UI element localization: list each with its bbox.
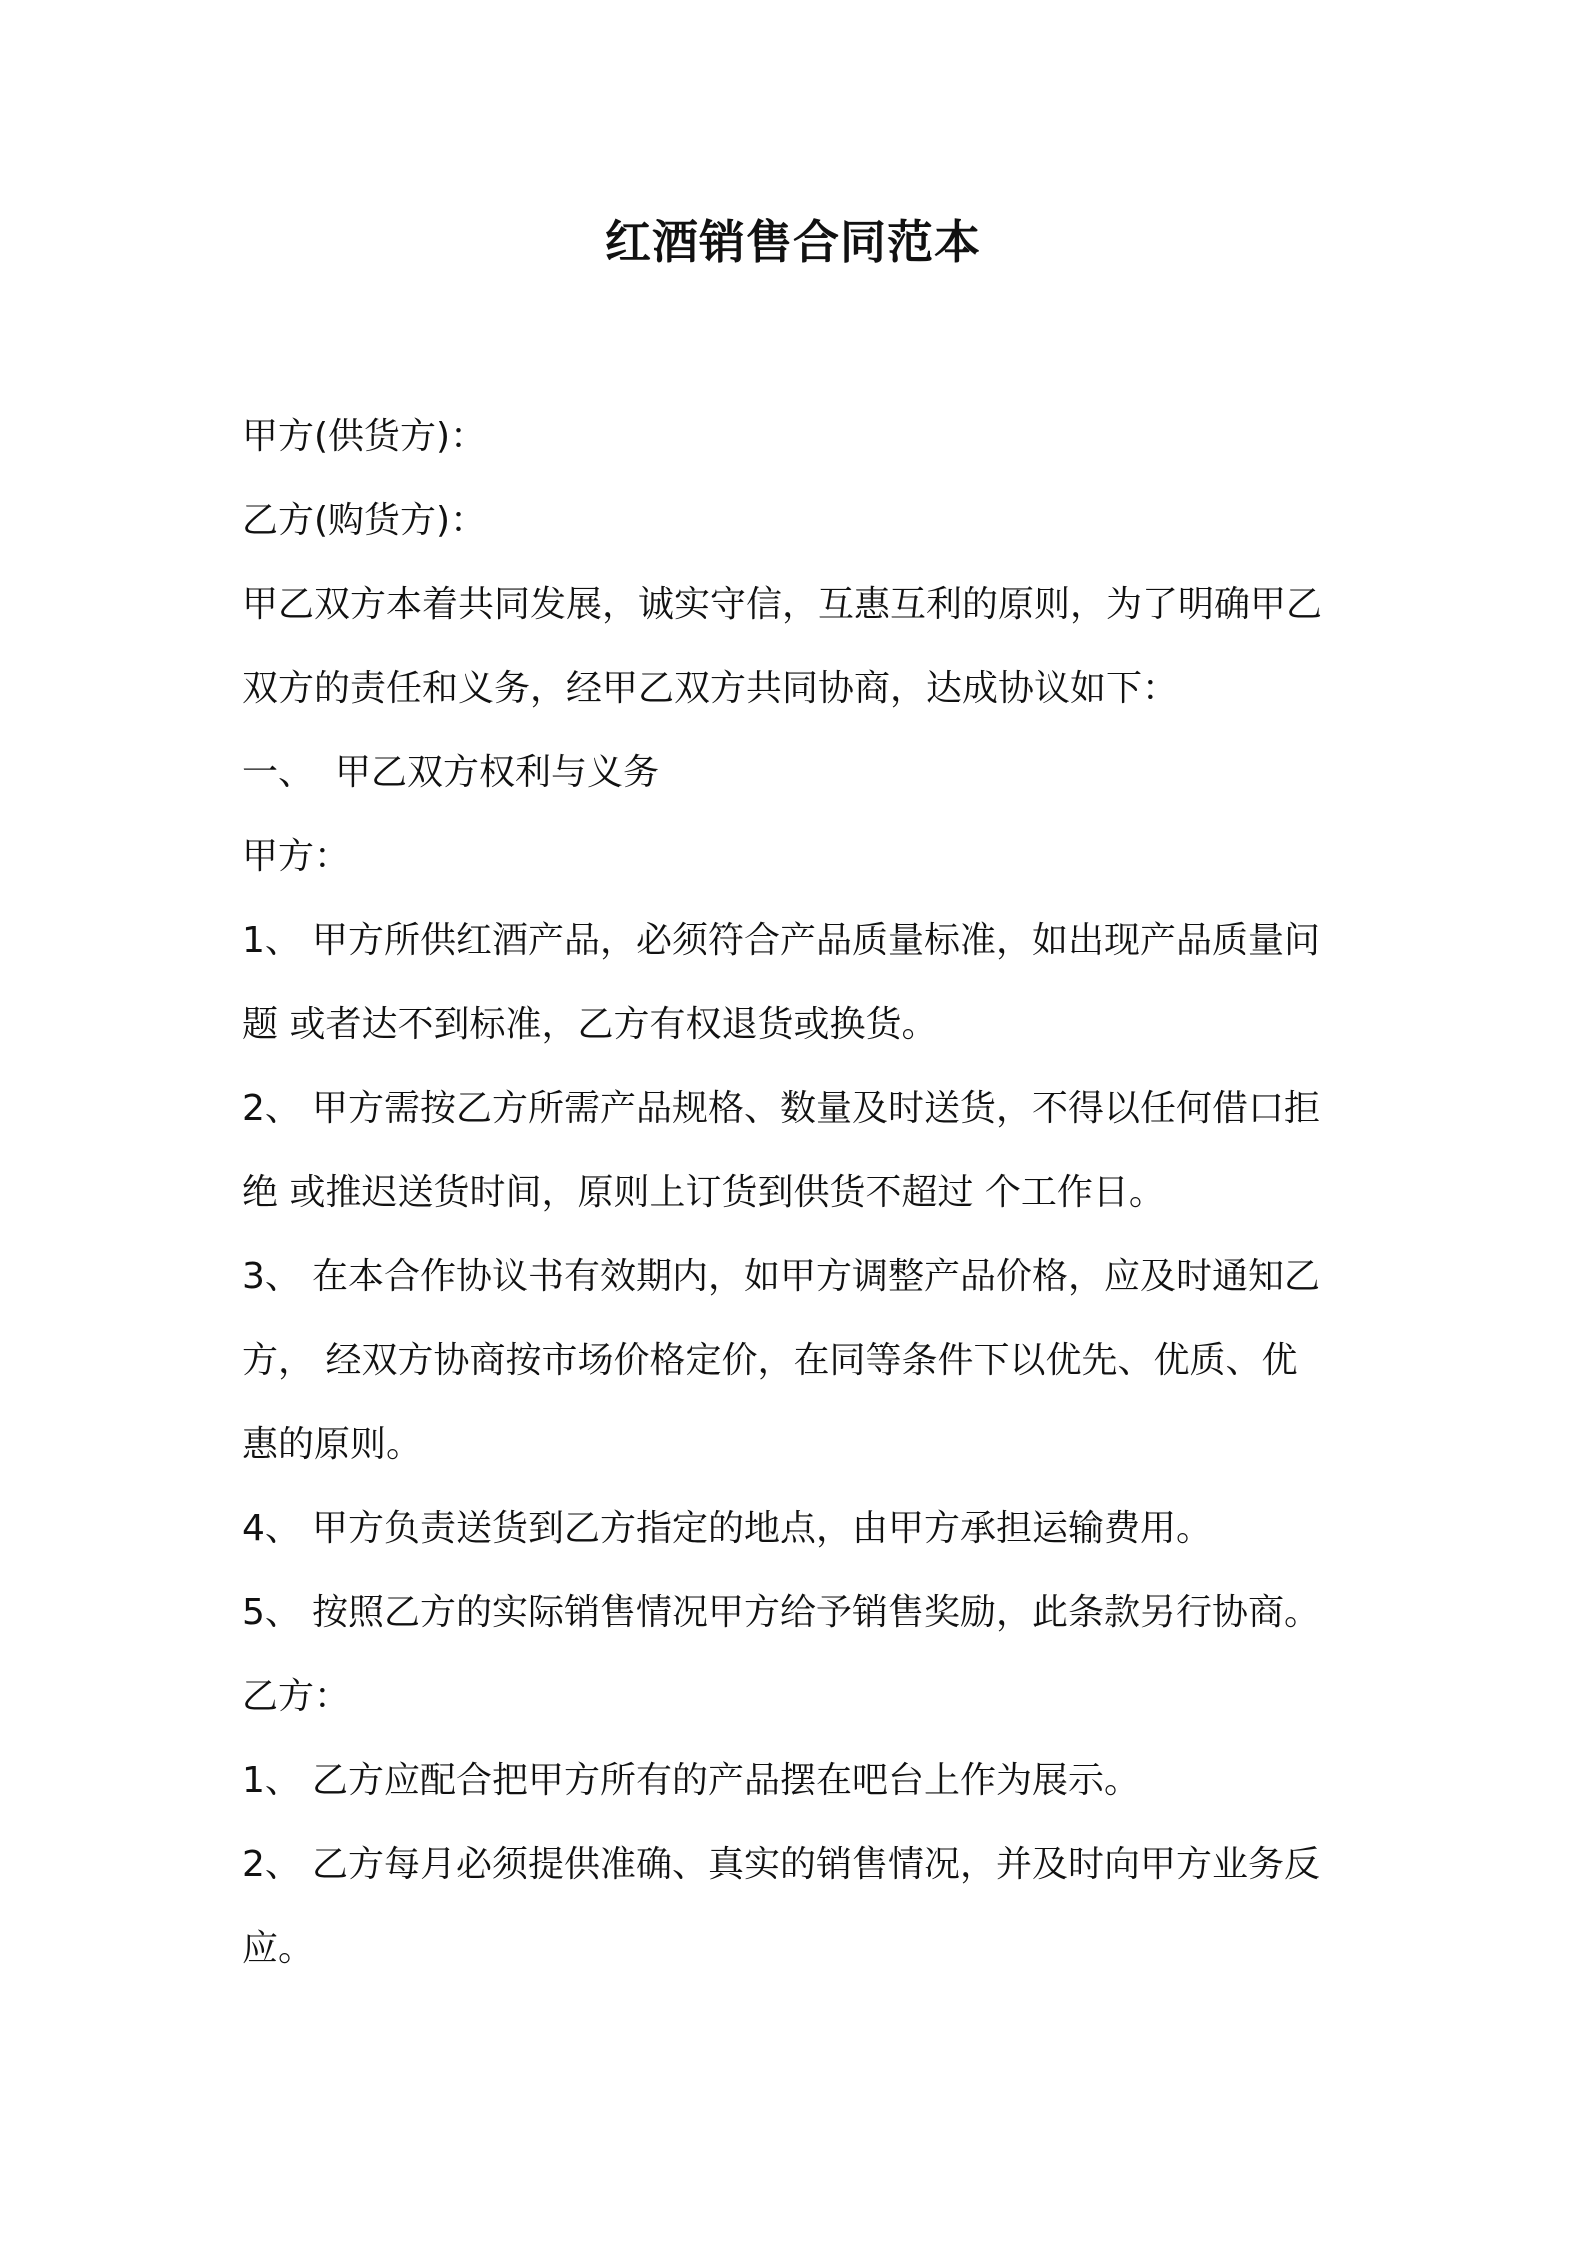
party-a-label: 甲方： xyxy=(242,836,351,877)
section-1-title: 甲乙双方权利与义务 xyxy=(335,752,660,793)
clause-b2-line-2: 应。 xyxy=(242,1928,315,1969)
clause-b2-text-1: 乙方每月必须提供准确、真实的销售情况，并及时向甲方业务反 xyxy=(312,1844,1321,1885)
clause-a3-number: 3、 xyxy=(242,1256,301,1297)
party-b-label: 乙方： xyxy=(242,1676,351,1717)
clause-a5-line-1 xyxy=(242,1588,1362,1638)
clause-a2-number: 2、 xyxy=(242,1088,301,1129)
clause-a3-text-1: 在本合作协议书有效期内，如甲方调整产品价格，应及时通知乙 xyxy=(312,1256,1321,1297)
clause-a3-line-1 xyxy=(242,1252,1362,1302)
preamble-line-1: 甲乙双方本着共同发展，诚实守信，互惠互利的原则，为了明确甲乙 xyxy=(242,584,1323,625)
clause-a2-text-1: 甲方需按乙方所需产品规格、数量及时送货，不得以任何借口拒 xyxy=(312,1088,1321,1129)
clause-a5-text-1: 按照乙方的实际销售情况甲方给予销售奖励，此条款另行协商。 xyxy=(312,1592,1321,1633)
clause-a5-number: 5、 xyxy=(242,1592,301,1633)
clause-a3-line-2: 方， 经双方协商按市场价格定价，在同等条件下以优先、优质、优 xyxy=(242,1340,1298,1381)
clause-a4-number: 4、 xyxy=(242,1508,301,1549)
clause-a4-text-1: 甲方负责送货到乙方指定的地点，由甲方承担运输费用。 xyxy=(312,1508,1213,1549)
clause-a2-line-2: 绝 或推迟送货时间，原则上订货到供货不超过 个工作日。 xyxy=(242,1172,1165,1213)
preamble-line-2: 双方的责任和义务，经甲乙双方共同协商，达成协议如下： xyxy=(242,668,1179,709)
clause-b2-number: 2、 xyxy=(242,1844,301,1885)
clause-a1-number: 1、 xyxy=(242,920,301,961)
clause-a1-text-1: 甲方所供红酒产品，必须符合产品质量标准，如出现产品质量问 xyxy=(312,920,1321,961)
section-1-number: 一、 xyxy=(242,752,315,793)
clause-b1-number: 1、 xyxy=(242,1760,301,1801)
clause-b1-line-1 xyxy=(242,1756,1362,1806)
clause-b1-text-1: 乙方应配合把甲方所有的产品摆在吧台上作为展示。 xyxy=(312,1760,1141,1801)
clause-a3-line-3: 惠的原则。 xyxy=(242,1424,423,1465)
party-a-line: 甲方(供货方)： xyxy=(242,416,487,457)
party-b-line: 乙方(购货方)： xyxy=(242,500,487,541)
clause-a2-line-1 xyxy=(242,1084,1362,1134)
clause-b2-line-1 xyxy=(242,1840,1362,1890)
clause-a1-line-2: 题 或者达不到标准，乙方有权退货或换货。 xyxy=(242,1004,938,1045)
section-1-heading xyxy=(242,748,1362,798)
clause-a1-line-1 xyxy=(242,916,1362,966)
clause-a4-line-1 xyxy=(242,1504,1362,1554)
document-title: 红酒销售合同范本 xyxy=(605,215,981,269)
